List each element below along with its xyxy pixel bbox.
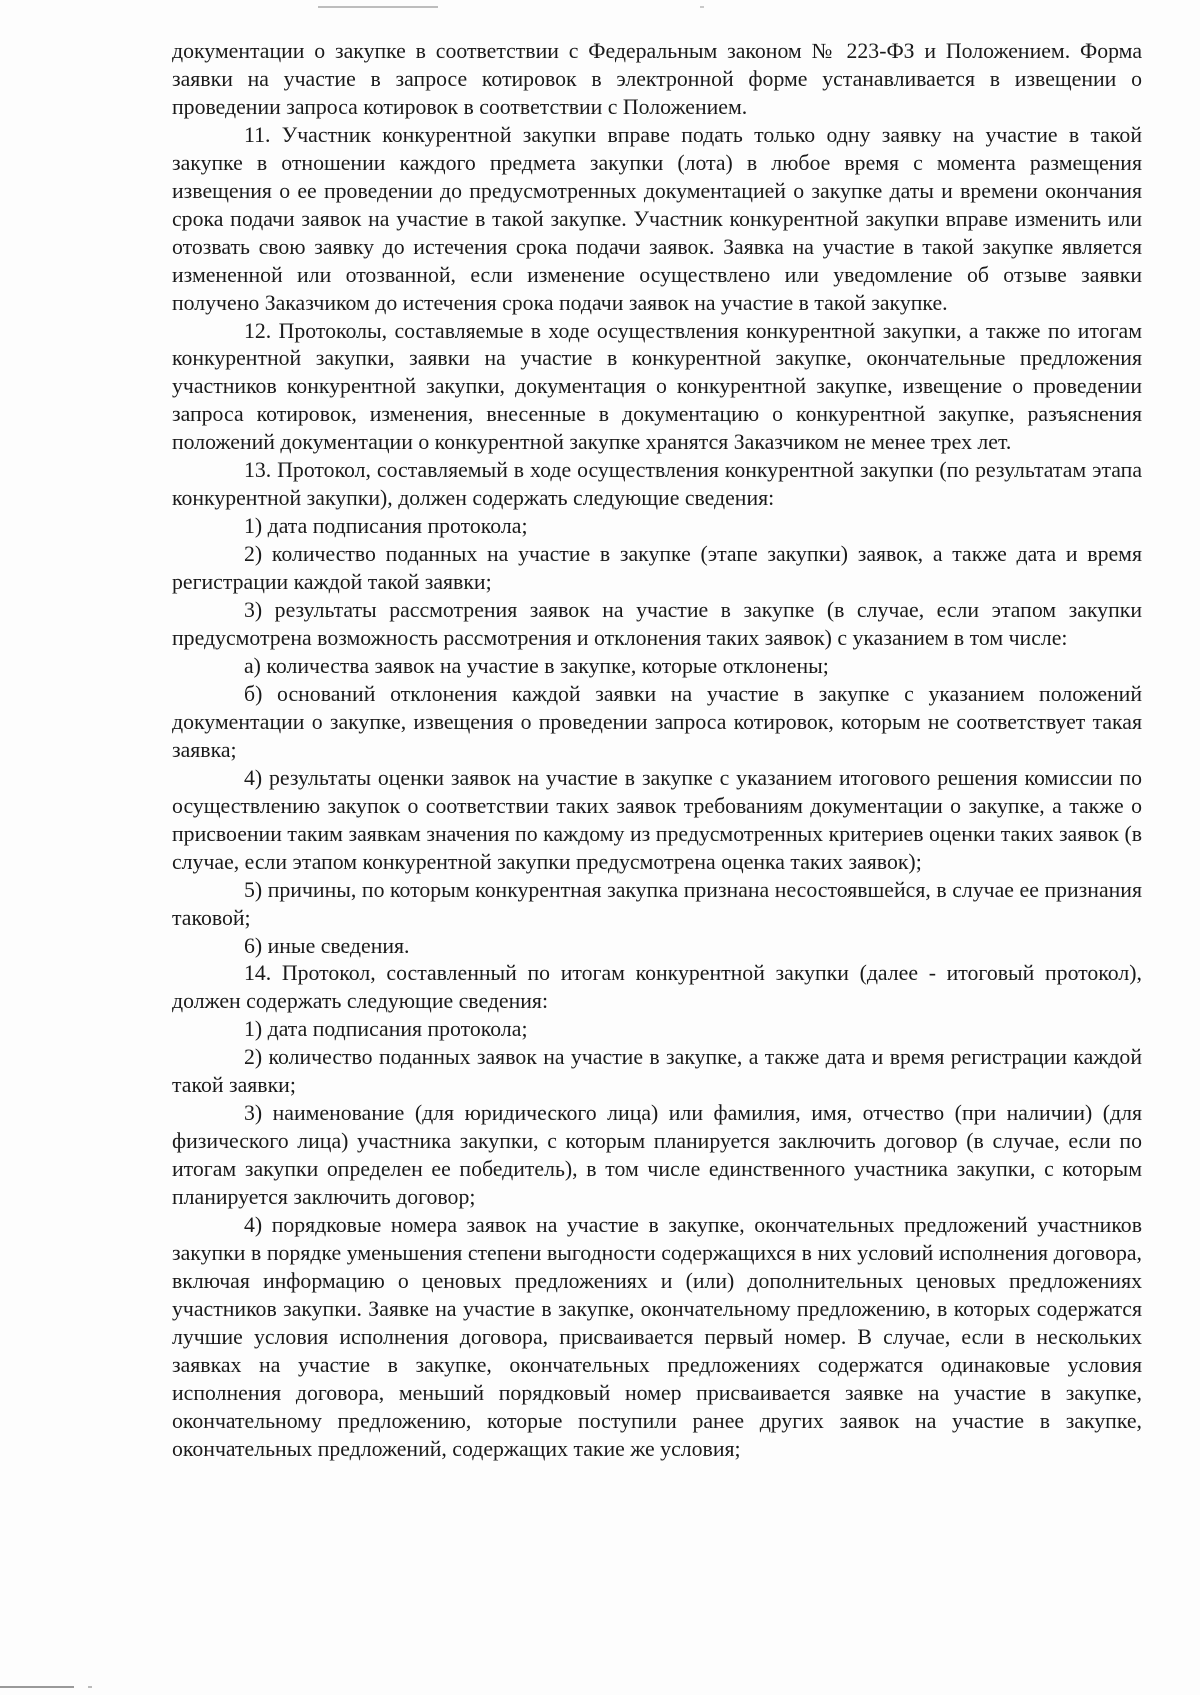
paragraph-item-13: 13. Протокол, составляемый в ходе осуществления конкурентной закупки (по результатам этапа конкурентной закупки), должен содержать следующие сведения:	[172, 458, 1142, 511]
list-item-14-1: 1) дата подписания протокола;	[244, 1017, 528, 1042]
list-item-13-2: 2) количество поданных на участие в закупке (этапе закупки) заявок, а также дата и время регистрации каждой такой заявки;	[172, 542, 1142, 595]
list-item-13-3: 3) результаты рассмотрения заявок на участие в закупке (в случае, если этапом закупки предусмотрена возможность рассмотрения и отклонения таких заявок) с указанием в том числе:	[172, 598, 1142, 651]
paragraph-item-14: 14. Протокол, составленный по итогам конкурентной закупки (далее - итоговый протокол), должен содержать следующие сведения:	[172, 961, 1142, 1014]
list-item-14-3: 3) наименование (для юридического лица) или фамилия, имя, отчество (при наличии) (для физического лица) участника закупки, с которым планируется заключить договор (в случае, если по итогам закупки определен ее победитель), в том числе единственного участника закупки, с которым планируется заключить договор;	[172, 1101, 1142, 1210]
scan-artifact-bottom-dot	[88, 1686, 92, 1688]
paragraph-continuation: документации о закупке в соответствии с Федеральным законом № 223-ФЗ и Положением. Форма заявки на участие в запросе котировок в электронной форме устанавливается в извещении о проведении запроса котировок в соответствии с Положением.	[172, 39, 1142, 119]
scan-artifact-top-dot	[700, 6, 704, 8]
list-item-13-6: 6) иные сведения.	[244, 933, 410, 958]
list-item-13-3a: а) количества заявок на участие в закупке, которые отклонены;	[244, 653, 829, 678]
list-item-13-1: 1) дата подписания протокола;	[244, 514, 528, 539]
paragraph-item-12: 12. Протоколы, составляемые в ходе осуществления конкурентной закупки, а также по итогам конкурентной закупки, заявки на участие в конкурентной закупке, окончательные предложения участников конкурентной закупки, документация о конкурентной закупке, извещение о проведении запроса котировок, изменения, внесенные в документацию о конкурентной закупке, разъяснения положений документации о конкурентной закупке хранятся Заказчиком не менее трех лет.	[172, 318, 1142, 455]
scan-artifact-top	[318, 6, 438, 8]
document-body	[172, 38, 1142, 1464]
list-item-13-4: 4) результаты оценки заявок на участие в закупке с указанием итогового решения комиссии по осуществлению закупок о соответствии таких заявок требованиям документации о закупке, а также о присвоении таким заявкам значения по каждому из предусмотренных критериев оценки таких заявок (в случае, если этапом конкурентной закупки предусмотрена оценка таких заявок);	[172, 765, 1142, 874]
list-item-14-2: 2) количество поданных заявок на участие в закупке, а также дата и время регистрации каждой такой заявки;	[172, 1045, 1142, 1098]
list-item-14-4: 4) порядковые номера заявок на участие в закупке, окончательных предложений участников закупки в порядке уменьшения степени выгодности содержащихся в них условий исполнения договора, включая информацию о ценовых предложениях и (или) дополнительных ценовых предложениях участников закупки. Заявке на участие в закупке, окончательному предложению, в которых содержатся лучшие условия исполнения договора, присваивается первый номер. В случае, если в нескольких заявках на участие в закупке, окончательных предложениях содержатся одинаковые условия исполнения договора, меньший порядковый номер присваивается заявке на участие в закупке, окончательному предложению, которые поступили ранее других заявок на участие в закупке, окончательных предложений, содержащих такие же условия;	[172, 1213, 1142, 1461]
paragraph-item-11: 11. Участник конкурентной закупки вправе подать только одну заявку на участие в такой закупке в отношении каждого предмета закупки (лота) в любое время с момента размещения извещения о ее проведении до предусмотренных документацией о закупке даты и времени окончания срока подачи заявок на участие в такой закупке. Участник конкурентной закупки вправе изменить или отозвать свою заявку до истечения срока подачи заявок. Заявка на участие в такой закупке является измененной или отозванной, если изменение осуществлено или уведомление об отзыве заявки получено Заказчиком до истечения срока подачи заявок на участие в такой закупке.	[172, 122, 1142, 315]
list-item-13-5: 5) причины, по которым конкурентная закупка признана несостоявшейся, в случае ее признания таковой;	[172, 877, 1142, 930]
list-item-13-3b: б) оснований отклонения каждой заявки на участие в закупке с указанием положений документации о закупке, извещения о проведении запроса котировок, которым не соответствует такая заявка;	[172, 681, 1142, 762]
scan-artifact-bottom	[0, 1686, 74, 1688]
